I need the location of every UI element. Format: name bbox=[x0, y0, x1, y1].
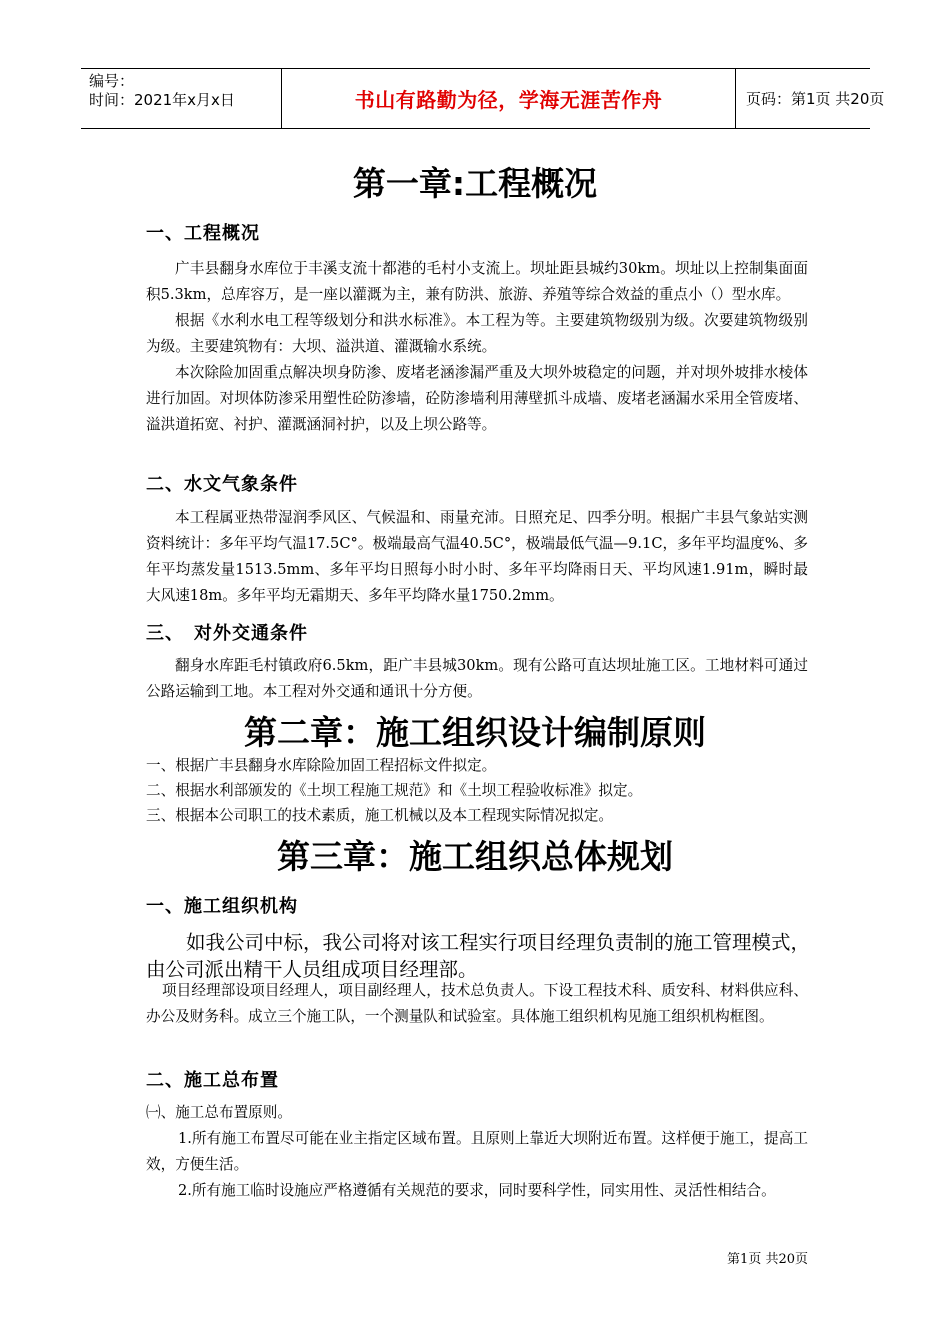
paragraph: 根据《水利水电工程等级划分和洪水标准》。本工程为等。主要建筑物级别为级。次要建筑物级别为级。主要建筑物有：大坝、溢洪道、灌溉输水系统。 bbox=[146, 312, 808, 355]
list-item: 三、根据本公司职工的技术素质，施工机械以及本工程现实际情况拟定。 bbox=[146, 807, 614, 824]
paragraph: 翻身水库距毛村镇政府6.5km，距广丰县城30km。现有公路可直达坝址施工区。工地材料可通过公路运输到工地。本工程对外交通和通讯十分方便。 bbox=[146, 657, 808, 700]
chapter2-title: 第二章：施工组织设计编制原则 bbox=[244, 713, 706, 752]
header-table bbox=[81, 68, 885, 129]
ch3-sec1-lead: 如我公司中标，我公司将对该工程实行项目经理负责制的施工管理模式，由公司派出精干人员组成项目经理部。 bbox=[146, 931, 811, 981]
ch3-sec1-body bbox=[146, 978, 808, 1030]
ch1-sec2-body bbox=[146, 505, 808, 609]
chapter3-title: 第三章：施工组织总体规划 bbox=[277, 837, 673, 876]
paragraph: 广丰县翻身水库位于丰溪支流十都港的毛村小支流上。坝址距县城约30km。坝址以上控制集面面积5.3km，总库容万，是一座以灌溉为主，兼有防洪、旅游、养殖等综合效益的重点小（）型水库。 bbox=[146, 260, 808, 303]
header-page-label: 页码：第1页 共20页 bbox=[746, 90, 885, 108]
paragraph: 1.所有施工布置尽可能在业主指定区域布置。且原则上靠近大坝附近布置。这样便于施工，提高工效，方便生活。 bbox=[146, 1130, 808, 1173]
ch1-sec3-title: 三、 对外交通条件 bbox=[146, 623, 308, 644]
list-item: 一、根据广丰县翻身水库除险加固工程招标文件拟定。 bbox=[146, 757, 497, 774]
subheading: ㈠、施工总布置原则。 bbox=[146, 1104, 292, 1121]
paragraph: 项目经理部设项目经理人，项目副经理人，技术总负责人。下设工程技术科、质安科、材料供应科、办公及财务科。成立三个施工队，一个测量队和试验室。具体施工组织机构见施工组织机构框图。 bbox=[146, 982, 808, 1025]
ch2-list bbox=[146, 753, 808, 828]
footer-page-number: 第1页 共20页 bbox=[727, 1252, 808, 1267]
chapter1-title: 第一章:工程概况 bbox=[352, 164, 598, 203]
ch1-sec1-body bbox=[146, 256, 808, 438]
list-item: 二、根据水利部颁发的《土坝工程施工规范》和《土坝工程验收标准》拟定。 bbox=[146, 782, 643, 799]
ch3-sec2-title: 二、施工总布置 bbox=[146, 1070, 279, 1091]
ch3-sec1-title: 一、施工组织机构 bbox=[146, 896, 298, 917]
ch3-sec2-body bbox=[146, 1100, 808, 1204]
paragraph: 本工程属亚热带湿润季风区、气候温和、雨量充沛。日照充足、四季分明。根据广丰县气象站实测资料统计：多年平均气温17.5C°。极端最高气温40.5C°，极端最低气温—9.1C，多年平均温度%、多年平均蒸发量1513.5mm、多年平均日照每小时小时、多年平均降雨日天、平均风速1.91m，瞬时最大风速18m。多年平均无霜期天、多年平均降水量1750.2mm。 bbox=[146, 509, 808, 604]
time-label: 时间：2021年x月x日 bbox=[89, 91, 235, 109]
number-label: 编号： bbox=[89, 72, 135, 90]
header-motto: 书山有路勤为径，学海无涯苦作舟 bbox=[282, 69, 736, 128]
ch1-sec2-title: 二、水文气象条件 bbox=[146, 474, 298, 495]
paragraph: 2.所有施工临时设施应严格遵循有关规范的要求，同时要科学性，同实用性、灵活性相结合。 bbox=[178, 1182, 776, 1199]
header-meta-cell bbox=[81, 69, 282, 128]
paragraph: 本次除险加固重点解决坝身防渗、废堵老涵渗漏严重及大坝外坡稳定的问题，并对坝外坡排水棱体进行加固。对坝体防渗采用塑性砼防渗墙，砼防渗墙利用薄壁抓斗成墙、废堵老涵漏水采用全管废堵、溢洪道拓宽、衬护、灌溉涵洞衬护，以及上坝公路等。 bbox=[146, 364, 808, 433]
ch1-sec1-title: 一、工程概况 bbox=[146, 223, 260, 244]
ch1-sec3-body bbox=[146, 653, 808, 705]
